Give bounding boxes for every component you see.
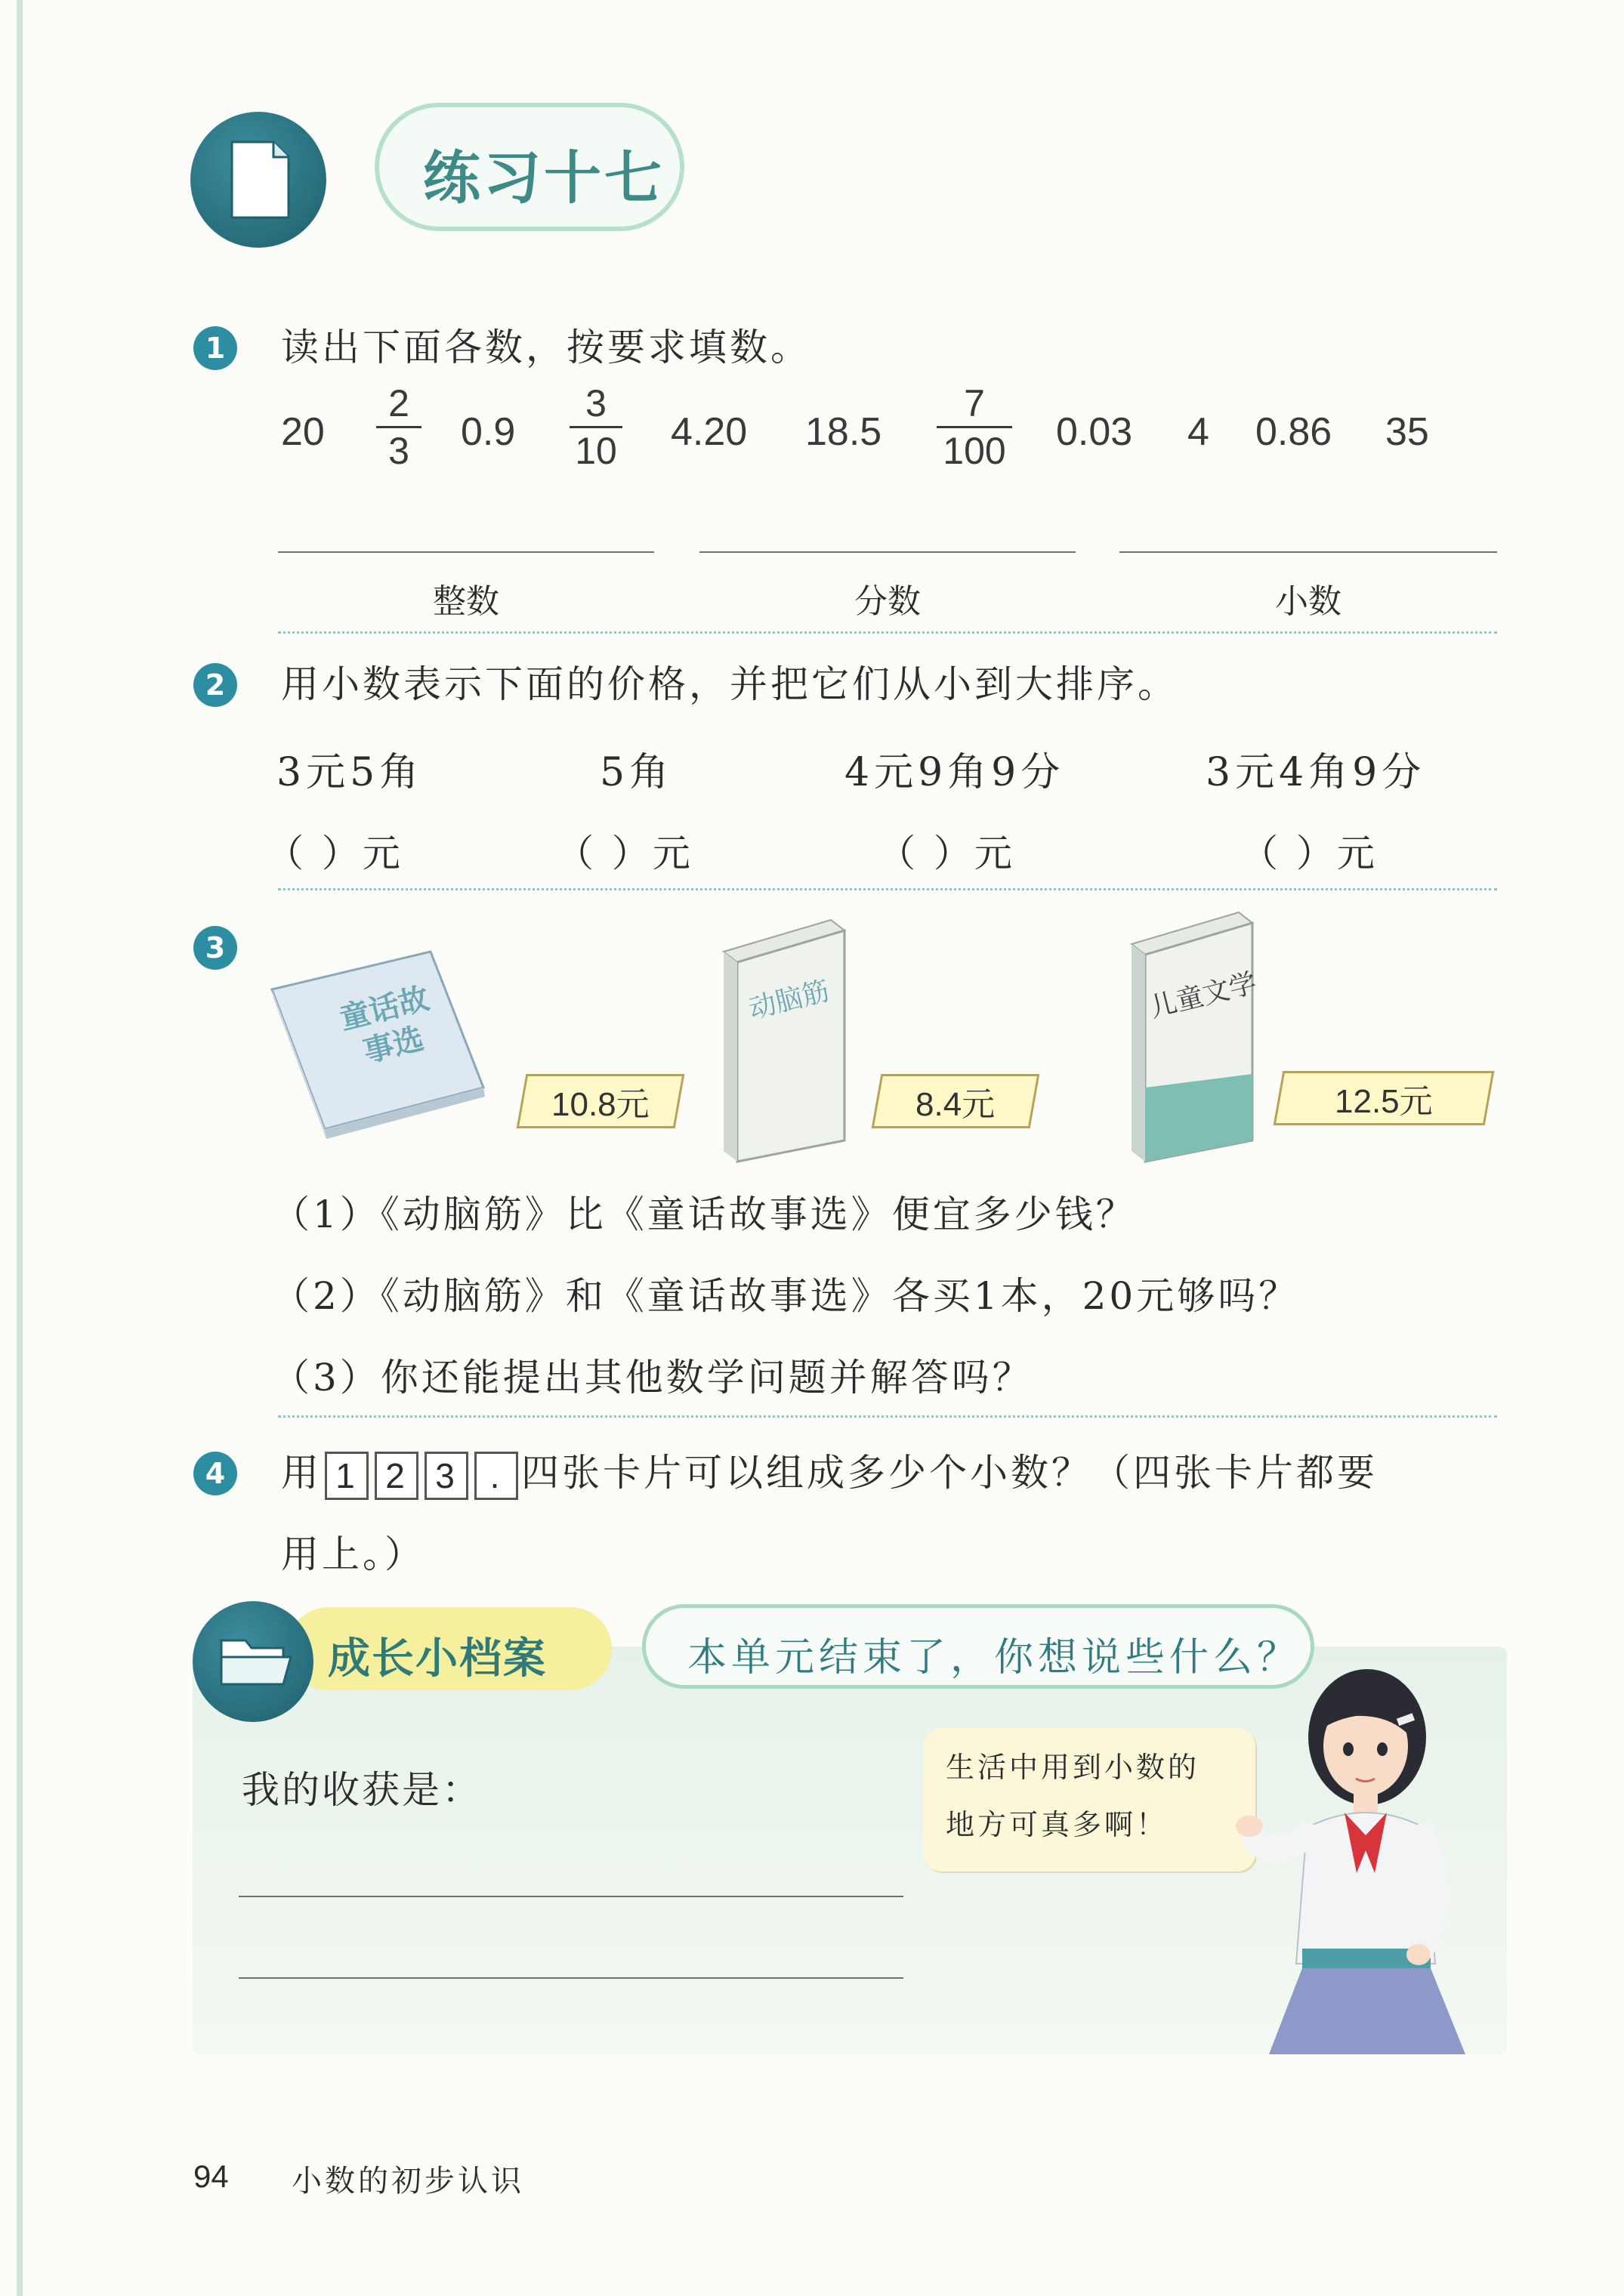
folder-icon-badge: [193, 1601, 313, 1722]
price-answer-blank[interactable]: （ ）元: [556, 832, 693, 875]
speech-bubble: [923, 1728, 1255, 1872]
section-divider: [278, 888, 1497, 890]
question-4-line-2: 用上。）: [281, 1532, 425, 1576]
book-cover-title: 动脑筋: [746, 975, 833, 1026]
book-cover-title: 童话故事选: [335, 980, 433, 1070]
writing-line[interactable]: [239, 1977, 903, 1979]
price-item: 3元5角: [276, 750, 424, 795]
number-card: 2: [375, 1452, 418, 1500]
harvest-label: 我的收获是：: [242, 1768, 482, 1812]
price-item: 3元4角9分: [1206, 750, 1426, 795]
price-item: 4元9角9分: [844, 750, 1065, 795]
question-badge-4: 4: [193, 1452, 237, 1495]
number-item: 35: [1385, 410, 1429, 454]
speech-line: 地方可真多啊！: [946, 1808, 1169, 1841]
question-4-prompt: [281, 1443, 1378, 1500]
fraction-numerator: 7: [964, 382, 985, 424]
fraction-numerator: 2: [388, 382, 409, 424]
chapter-title: 小数的初步认识: [292, 2164, 524, 2199]
answer-line-fractions[interactable]: [699, 551, 1076, 553]
question-3-part-2: （2）《动脑筋》和《童话故事选》各买1本，20元够吗？: [272, 1274, 1300, 1318]
question-1-prompt: 读出下面各数，按要求填数。: [281, 326, 811, 369]
reflection-prompt: 本单元结束了，你想说些什么？: [687, 1635, 1301, 1680]
price-tag-label: 8.4元: [915, 1086, 996, 1123]
question-2-prompt: 用小数表示下面的价格，并把它们从小到大排序。: [281, 662, 1178, 706]
price-tag-label: 12.5元: [1335, 1083, 1433, 1120]
fraction-numerator: 3: [585, 382, 607, 424]
category-label-decimals: 小数: [1275, 582, 1341, 621]
question-badge-2: 2: [193, 663, 237, 707]
document-icon-badge: [190, 112, 326, 248]
page-edge-stripe: [17, 0, 23, 2296]
writing-line[interactable]: [239, 1896, 903, 1897]
speech-line: 生活中用到小数的: [946, 1751, 1200, 1784]
fraction-denominator: 3: [388, 430, 409, 472]
number-item: 20: [281, 410, 325, 454]
question-3-part-3: （3）你还能提出其他数学问题并解答吗？: [272, 1356, 1033, 1400]
fraction-denominator: 10: [575, 430, 617, 472]
page-title: 练习十七: [423, 144, 665, 211]
question-4-prefix: 用: [281, 1451, 322, 1495]
price-tag-label: 10.8元: [551, 1086, 650, 1123]
number-item: 0.86: [1255, 410, 1332, 454]
question-3-part-1: （1）《动脑筋》比《童话故事选》便宜多少钱？: [272, 1193, 1137, 1236]
price-tag: [1274, 1071, 1495, 1125]
book-brain-teasers: [718, 914, 854, 1163]
question-badge-3: 3: [193, 926, 237, 970]
decimal-point-card: .: [474, 1452, 518, 1500]
number-item: 0.9: [461, 410, 516, 454]
price-tag: [872, 1074, 1040, 1128]
fraction-bar: [937, 426, 1012, 428]
fraction-bar: [376, 426, 421, 428]
price-tag: [517, 1074, 685, 1128]
student-illustration: [1224, 1646, 1480, 2054]
price-answer-blank[interactable]: （ ）元: [878, 832, 1015, 875]
price-item: 5角: [600, 750, 674, 795]
fraction-bar: [570, 426, 622, 428]
fraction-item: [937, 382, 1012, 472]
number-item: 4: [1187, 410, 1209, 454]
question-4-suffix: 四张卡片可以组成多少个小数？（四张卡片都要: [521, 1451, 1378, 1495]
book-cover-title: 儿童文学: [1146, 967, 1260, 1024]
answer-line-decimals[interactable]: [1119, 551, 1497, 553]
fraction-item: [376, 382, 421, 472]
section-divider: [278, 631, 1497, 634]
price-answer-blank[interactable]: （ ）元: [1240, 832, 1378, 875]
number-item: 0.03: [1056, 410, 1133, 454]
number-item: 18.5: [805, 410, 882, 454]
growth-section-title: 成长小档案: [328, 1634, 547, 1683]
question-badge-1: 1: [193, 326, 237, 370]
category-label-integers: 整数: [433, 582, 499, 621]
number-card: 1: [325, 1452, 369, 1500]
number-card: 3: [425, 1452, 468, 1500]
answer-line-integers[interactable]: [278, 551, 654, 553]
fraction-denominator: 100: [943, 430, 1006, 472]
book-childrens-literature: [1125, 906, 1261, 1163]
folder-icon: [193, 1601, 313, 1722]
number-item: 4.20: [671, 410, 748, 454]
section-divider: [278, 1415, 1497, 1418]
document-icon: [190, 112, 326, 248]
page-number: 94: [193, 2159, 229, 2194]
fraction-item: [570, 382, 622, 472]
price-answer-blank[interactable]: （ ）元: [266, 832, 403, 875]
category-label-fractions: 分数: [854, 582, 921, 621]
